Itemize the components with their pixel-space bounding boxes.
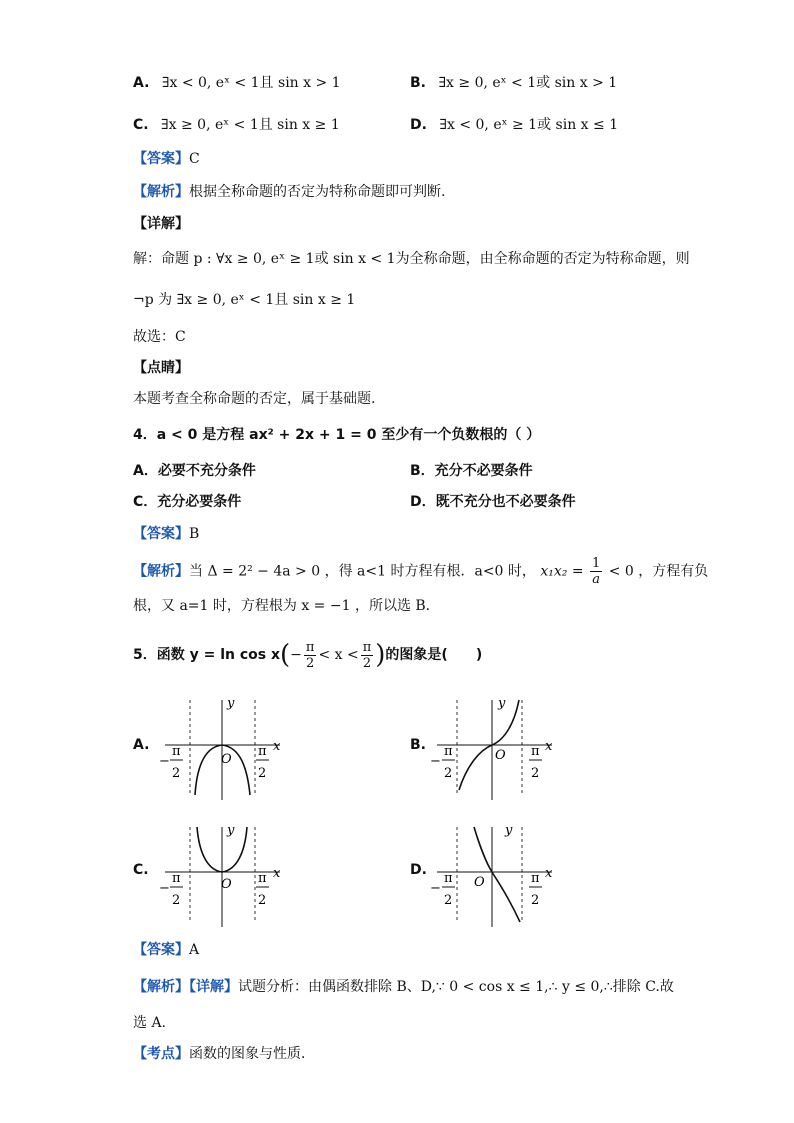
analysis-text: 根据全称命题的否定为特称命题即可判断. (189, 184, 446, 200)
q3-analysis (133, 182, 445, 202)
two-label: 2 (258, 766, 267, 781)
origin-label: O (474, 875, 485, 890)
q3-option-c-text: ∃x ≥ 0, eˣ < 1且 sin x ≥ 1 (161, 117, 340, 133)
frac-den: 2 (306, 655, 315, 671)
q4-option-a: A．必要不充分条件 (133, 463, 256, 479)
graph-c (155, 822, 295, 932)
pi-label: π (531, 871, 540, 886)
pi-label: π (531, 744, 540, 759)
pi-label: π (444, 744, 453, 759)
graph-b (432, 695, 572, 805)
q3-option-b-text: ∃x ≥ 0, eˣ < 1或 sin x > 1 (438, 75, 618, 91)
q3-detail-tag: 【详解】 (133, 216, 189, 232)
q4-analysis-line1 (133, 556, 708, 587)
x-label: x (545, 866, 553, 881)
q3-option-c (133, 115, 340, 135)
q5-stem: 5．函数 y = ln cos x(− $\frac{\pi}{2}$ < x < $\frac{\pi}{2}$ )的图象是( ) (133, 639, 483, 671)
q3-detail-line2: ¬p 为 ∃x ≥ 0, eˣ < 1且 sin x ≥ 1 (133, 292, 356, 308)
origin-label: O (495, 748, 506, 763)
q5-stem-b: 的图象是( ) (385, 647, 483, 663)
q4-analysis-line2: 根，又 a=1 时，方程根为 x = −1 ，所以选 B． (133, 598, 440, 614)
q3-option-a-text: ∃x < 0, eˣ < 1且 sin x > 1 (161, 75, 341, 91)
answer-tag: 【答案】 (133, 526, 189, 542)
neg-sign: − (430, 881, 441, 896)
q3-detail-line1: 解：命题 p : ∀x ≥ 0, eˣ ≥ 1或 sin x < 1为全称命题，由全称命题的否定为特称命题，则 (133, 251, 690, 267)
q4-option-d: D．既不充分也不必要条件 (410, 494, 576, 510)
pi-label: π (258, 744, 267, 759)
q5-answer (133, 940, 199, 960)
graph-label-a: A. (133, 737, 150, 753)
q5-point (133, 1044, 315, 1064)
q3-option-d-label: D. (410, 117, 427, 133)
analysis-part-a: 当 Δ = 2² − 4a > 0 ，得 a<1 时方程有根．a<0 时， (189, 563, 536, 580)
two-label: 2 (258, 893, 267, 908)
two-label: 2 (172, 893, 181, 908)
q4-option-b: B．充分不必要条件 (410, 463, 533, 479)
q3-option-d-text: ∃x < 0, eˣ ≥ 1或 sin x ≤ 1 (439, 117, 619, 133)
x-label: x (273, 739, 281, 754)
q4-stem: 4．a < 0 是方程 ax² + 2x + 1 = 0 至少有一个负数根的（ ） (133, 427, 541, 443)
q3-option-b-label: B. (410, 75, 426, 91)
analysis-tag: 【解析】 (133, 563, 189, 580)
answer-tag: 【答案】 (133, 151, 189, 167)
y-label: y (505, 823, 513, 838)
two-label: 2 (531, 766, 540, 781)
analysis-tag: 【解析】 (133, 184, 189, 200)
q3-option-d (410, 115, 618, 135)
answer-value: C (189, 151, 200, 167)
two-label: 2 (444, 893, 453, 908)
frac-num: 1 (592, 556, 601, 571)
two-label: 2 (172, 766, 181, 781)
frac-num: π (362, 639, 372, 655)
pi-label: π (172, 871, 181, 886)
origin-label: O (221, 752, 232, 767)
fraction-one-over-a (590, 556, 602, 587)
origin-label: O (221, 877, 232, 892)
frac-den: a (592, 572, 601, 587)
q5-analysis-line2: 选 A. (133, 1015, 167, 1031)
x-label: x (273, 866, 281, 881)
analysis-text: 试题分析：由偶函数排除 B、D,∵ 0 < cos x ≤ 1,∴ y ≤ 0,∴排除 C.故 (238, 979, 674, 995)
answer-tag: 【答案】 (133, 942, 189, 958)
answer-value: B (189, 526, 200, 542)
q5-stem-mid: < x < (318, 647, 359, 663)
y-label: y (227, 823, 235, 838)
q5-analysis-line1 (133, 977, 674, 997)
point-tag: 【考点】 (133, 1046, 189, 1062)
q3-option-a-label: A. (133, 75, 150, 91)
graph-label-b: B. (410, 737, 426, 753)
two-label: 2 (444, 766, 453, 781)
point-text: 函数的图象与性质． (189, 1046, 315, 1062)
pi-label: π (258, 871, 267, 886)
graph-label-d: D. (410, 862, 427, 878)
graph-label-c: C. (133, 862, 149, 878)
frac-den: 2 (362, 655, 372, 671)
pi-label: π (444, 871, 453, 886)
two-label: 2 (531, 893, 540, 908)
answer-value: A (189, 942, 200, 958)
q4-answer (133, 524, 199, 544)
minus-sign: − (290, 647, 302, 663)
q3-option-a (133, 73, 341, 93)
fraction-pi-over-2 (304, 640, 317, 671)
graph-a (155, 695, 295, 805)
graph-d (432, 822, 572, 932)
pi-label: π (172, 744, 181, 759)
q3-comment: 本题考查全称命题的否定，属于基础题. (133, 391, 376, 407)
q3-option-b (410, 73, 617, 93)
q3-answer (133, 149, 200, 169)
analysis-product: x₁x₂ = (540, 563, 584, 580)
q4-option-c: C．充分必要条件 (133, 494, 242, 510)
q3-comment-tag: 【点睛】 (133, 360, 189, 376)
analysis-tag: 【解析】【详解】 (133, 979, 238, 995)
fraction-pi-over-2 (361, 640, 374, 671)
frac-num: π (305, 639, 315, 655)
q3-option-c-label: C. (133, 117, 149, 133)
neg-sign: − (159, 754, 170, 769)
x-label: x (545, 739, 553, 754)
neg-sign: − (159, 881, 170, 896)
y-label: y (498, 696, 506, 711)
q5-stem-a: 5．函数 y = ln cos x (133, 647, 281, 663)
analysis-part-b: < 0 ，方程有负 (608, 563, 709, 580)
y-label: y (227, 696, 235, 711)
q3-choose: 故选：C (133, 329, 186, 345)
neg-sign: − (430, 754, 441, 769)
